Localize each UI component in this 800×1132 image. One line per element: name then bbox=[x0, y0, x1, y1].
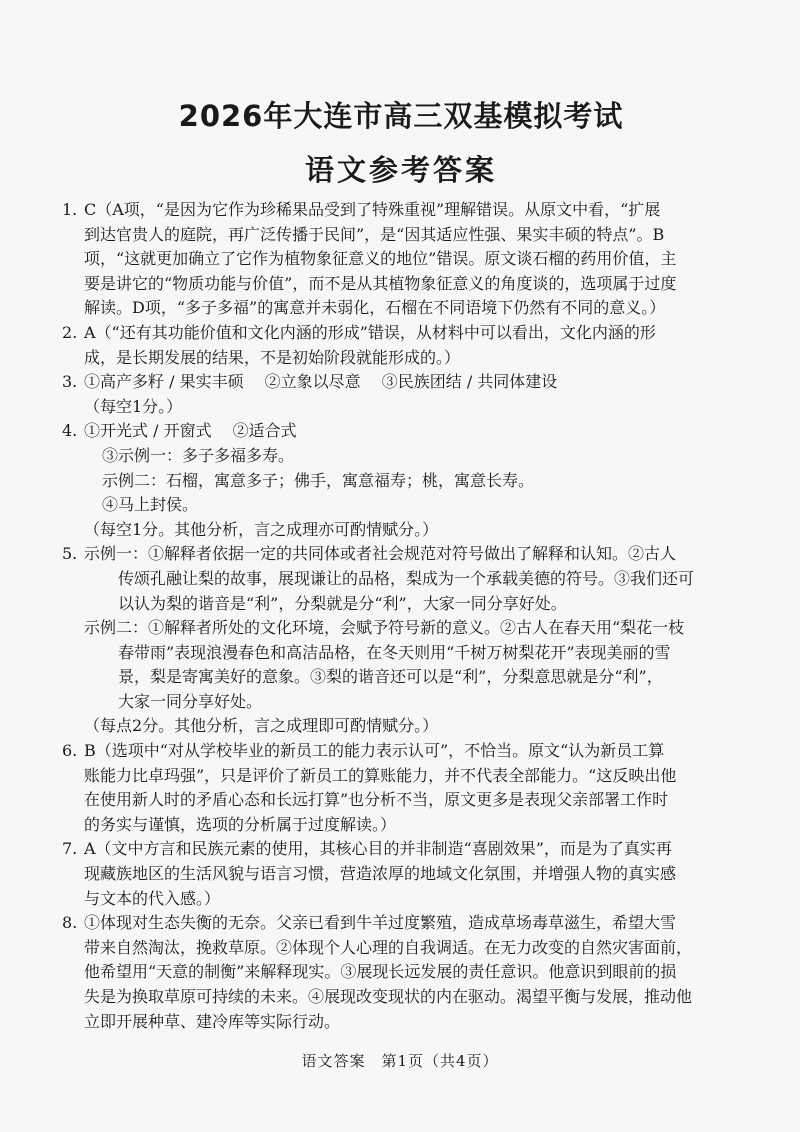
answer-list bbox=[62, 198, 740, 1034]
answer-number: 4. bbox=[62, 421, 78, 441]
answer-line: C（A项，“是因为它作为珍稀果品受到了特殊重视”理解错误。从原文中看，“扩展 bbox=[84, 200, 661, 219]
answer-line: 的务实与谨慎，选项的分析属于过度解读。） bbox=[84, 814, 397, 834]
answer-line: 示例一：①解释者依据一定的共同体或者社会规范对符号做出了解释和认知。②古人 bbox=[84, 544, 677, 564]
answer-line: 立即开展种草、建冷库等实际行动。 bbox=[84, 1011, 341, 1031]
answer-key-title: 语文参考答案 bbox=[304, 153, 497, 187]
answer-line: 示例二：石榴，寓意多子；佛手，寓意福寿；桃，寓意长寿。 bbox=[102, 470, 535, 490]
answer-line: 到达官贵人的庭院，再广泛传播于民间”，是“因其适应性强、果实丰硕的特点”。B bbox=[84, 224, 665, 244]
answer-line: 传颂孔融让梨的故事，展现谦让的品格，梨成为一个承载美德的符号。③我们还可 bbox=[118, 568, 695, 588]
answer-3 bbox=[62, 370, 740, 419]
answer-line: ③示例一：多子多福多寿。 bbox=[102, 445, 295, 465]
answer-line: ①体现对生态失衡的无奈。父亲已看到牛羊过度繁殖，造成草场毒草滋生，希望大雪 bbox=[84, 913, 677, 933]
answer-line: 带来自然淘汰，挽救草原。②体现个人心理的自我调适。在无力改变的自然灾害面前， bbox=[84, 937, 693, 957]
answer-line: 解读。D项，“多子多福”的寓意并未弱化，石榴在不同语境下仍然有不同的意义。） bbox=[84, 298, 666, 318]
answer-number: 8. bbox=[62, 913, 78, 933]
answer-4 bbox=[62, 419, 740, 542]
answer-line: A（“还有其功能价值和文化内涵的形成”错误，从材料中可以看出，文化内涵的形 bbox=[84, 322, 656, 342]
answer-line: 项，“这就更加确立了它作为植物象征意义的地位”错误。原文谈石榴的药用价值，主 bbox=[84, 249, 677, 269]
answer-number: 7. bbox=[62, 839, 78, 859]
scoring-note: （每点2分。其他分析，言之成理即可酌情赋分。） bbox=[84, 716, 439, 736]
answer-number: 2. bbox=[62, 322, 78, 342]
exam-title: 2026年大连市高三双基模拟考试 bbox=[178, 99, 624, 133]
page-footer: 语文答案 第1页（共4页） bbox=[301, 1052, 499, 1070]
answer-line: 他希望用“天意的制衡”来解释现实。③展现长远发展的责任意识。他意识到眼前的损 bbox=[84, 962, 677, 982]
answer-number: 5. bbox=[62, 544, 78, 564]
answer-line: B（选项中“对从学校毕业的新员工的能力表示认可”，不恰当。原文“认为新员工算 bbox=[84, 741, 665, 761]
answer-line: 与文本的代入感。） bbox=[84, 888, 221, 908]
answer-2 bbox=[62, 321, 740, 370]
answer-8 bbox=[62, 911, 740, 1034]
answer-7 bbox=[62, 837, 740, 911]
answer-line: ①开光式 / 开窗式 ②适合式 bbox=[84, 421, 297, 441]
scoring-note: （每空1分。其他分析，言之成理亦可酌情赋分。） bbox=[84, 519, 439, 539]
answer-line: ①高产多籽 / 果实丰硕 ②立象以尽意 ③民族团结 / 共同体建设 bbox=[84, 372, 558, 392]
answer-6 bbox=[62, 739, 740, 837]
answer-line: 春带雨”表现浪漫春色和高洁品格，在冬天则用“千树万树梨花开”表现美丽的雪 bbox=[118, 642, 671, 662]
answer-number: 1. bbox=[62, 200, 78, 219]
answer-number: 3. bbox=[62, 372, 78, 392]
answer-line: 景，梨是寄寓美好的意象。③梨的谐音还可以是“利”，分梨意思就是分“利”， bbox=[118, 667, 663, 687]
answer-5 bbox=[62, 542, 740, 739]
scoring-note: （每空1分。） bbox=[84, 396, 183, 416]
answer-line: 示例二：①解释者所处的文化环境，会赋予符号新的意义。②古人在春天用“梨花一枝 bbox=[84, 618, 685, 638]
answer-line: A（文中方言和民族元素的使用，其核心目的并非制造“喜剧效果”，而是为了真实再 bbox=[84, 839, 672, 859]
answer-line: 失是为换取草原可持续的未来。④展现改变现状的内在驱动。渴望平衡与发展，推动他 bbox=[84, 987, 693, 1006]
answer-line: 以认为梨的谐音是“利”，分梨就是分“利”，大家一同分享好处。 bbox=[118, 593, 567, 613]
answer-line: ④马上封侯。 bbox=[102, 495, 199, 515]
answer-number: 6. bbox=[62, 741, 78, 761]
answer-line: 要是讲它的“物质功能与价值”，而不是从其植物象征意义的角度谈的，选项属于过度 bbox=[84, 273, 677, 293]
answer-line: 大家一同分享好处。 bbox=[118, 691, 263, 711]
answer-line: 现藏族地区的生活风貌与语言习惯，营造浓厚的地域文化氛围，并增强人物的真实感 bbox=[84, 864, 677, 884]
answer-line: 在使用新人时的矛盾心态和长远打算”也分析不当，原文更多是表现父亲部署工作时 bbox=[84, 790, 669, 810]
answer-1 bbox=[62, 198, 740, 321]
answer-line: 账能力比卓玛强”，只是评价了新员工的算账能力，并不代表全部能力。“这反映出他 bbox=[84, 765, 677, 785]
answer-line: 成，是长期发展的结果，不是初始阶段就能形成的。） bbox=[84, 347, 461, 367]
